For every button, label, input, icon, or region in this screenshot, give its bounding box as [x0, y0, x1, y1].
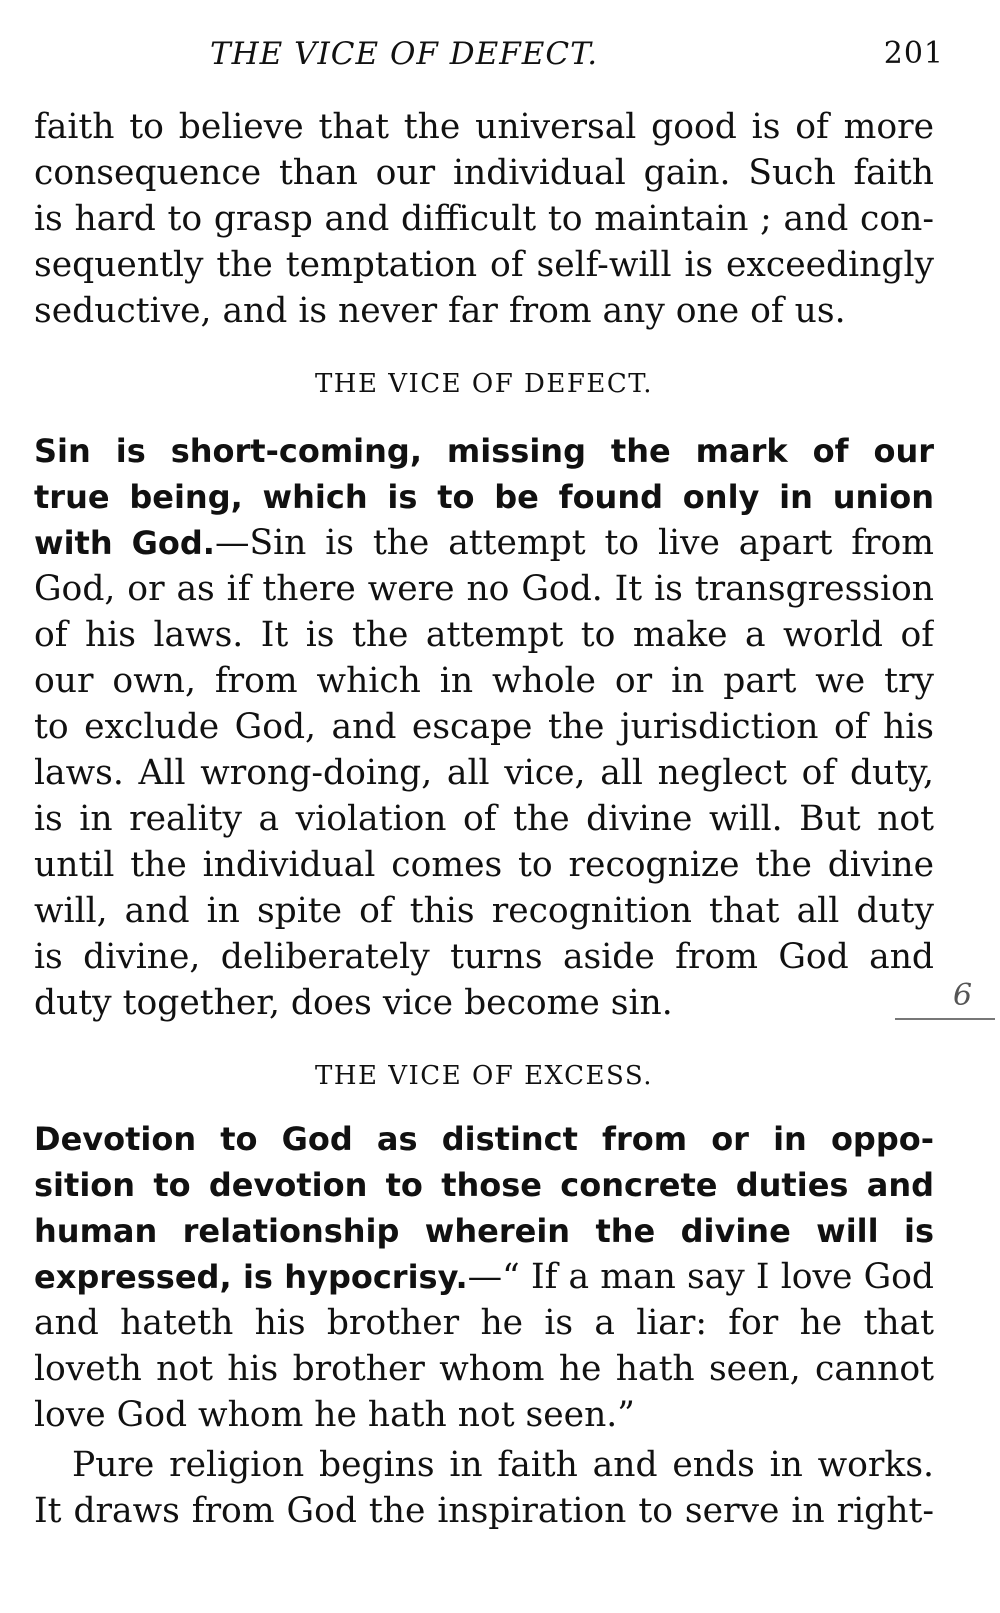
text-line: our own, from which in whole or in part we try: [34, 661, 934, 701]
text-line: is divine, deliberately turns aside from God and: [34, 937, 934, 977]
margin-pencil-rule: [895, 1018, 995, 1020]
text-line: to exclude God, and escape the jurisdiction of his: [34, 707, 934, 747]
text-line: duty together, does vice become sin.: [34, 983, 673, 1023]
text-line: is in reality a violation of the divine will. But not: [34, 799, 934, 839]
text-line: faith to believe that the universal good is of more: [34, 107, 934, 147]
text-line: and hateth his brother he is a liar: for he that: [34, 1303, 934, 1343]
text-line: until the individual comes to recognize the divine: [34, 845, 934, 885]
text-line: [34, 1254, 934, 1300]
section-heading-excess: THE VICE OF EXCESS.: [315, 1061, 653, 1091]
section-heading-defect: THE VICE OF DEFECT.: [314, 369, 654, 399]
bold-thesis-line: true being, which is to be found only in union: [34, 478, 934, 516]
text-line: [34, 520, 934, 566]
text-line: consequence than our individual gain. Such faith: [34, 153, 934, 193]
text-line: will, and in spite of this recognition that all duty: [34, 891, 934, 931]
text-line: God, or as if there were no God. It is transgression: [34, 569, 934, 609]
text-fragment: —Sin is the attempt to live apart from: [214, 523, 934, 563]
text-line: of his laws. It is the attempt to make a world of: [34, 615, 934, 655]
text-line: It draws from God the inspiration to serve in right-: [34, 1491, 934, 1531]
margin-pencil-mark: 6: [953, 978, 973, 1013]
bold-thesis-fragment: with God.: [34, 524, 215, 562]
bold-thesis-line: sition to devotion to those concrete duties and: [34, 1166, 934, 1204]
running-title: THE VICE OF DEFECT.: [209, 36, 599, 72]
text-fragment: —“ If a man say I love God: [467, 1257, 934, 1297]
text-line: is hard to grasp and difficult to maintain ; and con-: [34, 199, 934, 239]
text-line: sequently the temptation of self-will is exceedingly: [34, 245, 934, 285]
text-line: Pure religion begins in faith and ends in works.: [72, 1445, 934, 1485]
bold-thesis-line: Sin is short-coming, missing the mark of our: [34, 432, 934, 470]
text-line: laws. All wrong-doing, all vice, all neglect of duty,: [34, 753, 934, 793]
page-number: 201: [883, 36, 944, 71]
running-head: [34, 34, 954, 74]
text-line: love God whom he hath not seen.”: [34, 1395, 635, 1435]
text-line: loveth not his brother whom he hath seen, cannot: [34, 1349, 934, 1389]
bold-thesis-line: human relationship wherein the divine will is: [34, 1212, 934, 1250]
bold-thesis-line: Devotion to God as distinct from or in oppo-: [34, 1120, 934, 1158]
text-line: seductive, and is never far from any one of us.: [34, 291, 846, 331]
bold-thesis-fragment: expressed, is hypocrisy.: [34, 1258, 468, 1296]
